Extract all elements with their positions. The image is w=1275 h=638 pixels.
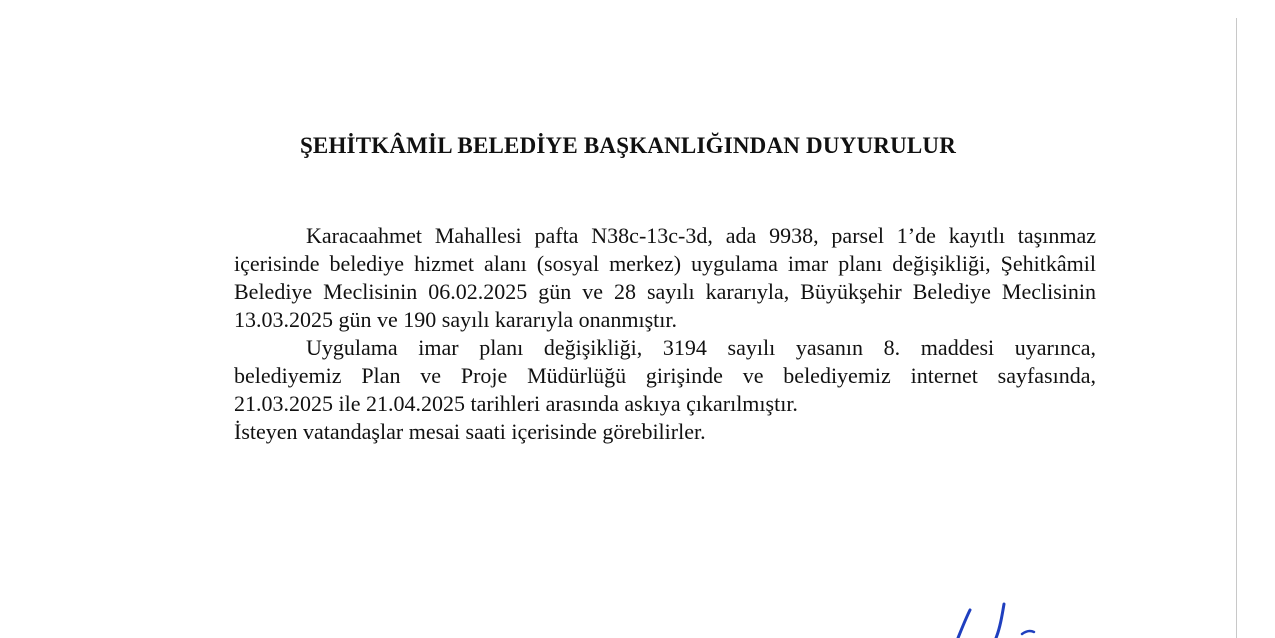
paragraph-1-line-3: Belediye Meclisinin 06.02.2025 gün ve 28 sayılı kararıyla, Büyükşehir Belediye Meclisinin [234, 279, 1096, 304]
signature-stroke-3 [1022, 631, 1034, 634]
document-body [162, 222, 1096, 446]
paragraph-1-line-1: Karacaahmet Mahallesi pafta N38c-13c-3d, ada 9938, parsel 1’de kayıtlı taşınmaz [306, 223, 1096, 248]
signature-stroke-1 [958, 610, 970, 638]
document-title: ŞEHİTKÂMİL BELEDİYE BAŞKANLIĞINDAN DUYURULUR [299, 133, 957, 158]
paragraph-2 [162, 334, 1096, 418]
paragraph-3: İsteyen vatandaşlar mesai saati içerisinde görebilirler. [234, 419, 706, 444]
page-edge-line [1236, 18, 1237, 638]
paragraph-1-line-4: 13.03.2025 gün ve 190 sayılı kararıyla onanmıştır. [234, 307, 677, 332]
paragraph-1-line-2: içerisinde belediye hizmet alanı (sosyal merkez) uygulama imar planı değişikliği, Şehitkâmil [234, 251, 1096, 276]
signature-mark [940, 598, 1070, 638]
paragraph-2-line-3: 21.03.2025 ile 21.04.2025 tarihleri arasında askıya çıkarılmıştır. [234, 391, 798, 416]
signature-stroke-2 [996, 604, 1004, 638]
paragraph-1 [162, 222, 1096, 334]
paragraph-2-line-2: belediyemiz Plan ve Proje Müdürlüğü girişinde ve belediyemiz internet sayfasında, [234, 363, 1096, 388]
paragraph-2-line-1: Uygulama imar planı değişikliği, 3194 sayılı yasanın 8. maddesi uyarınca, [306, 335, 1096, 360]
